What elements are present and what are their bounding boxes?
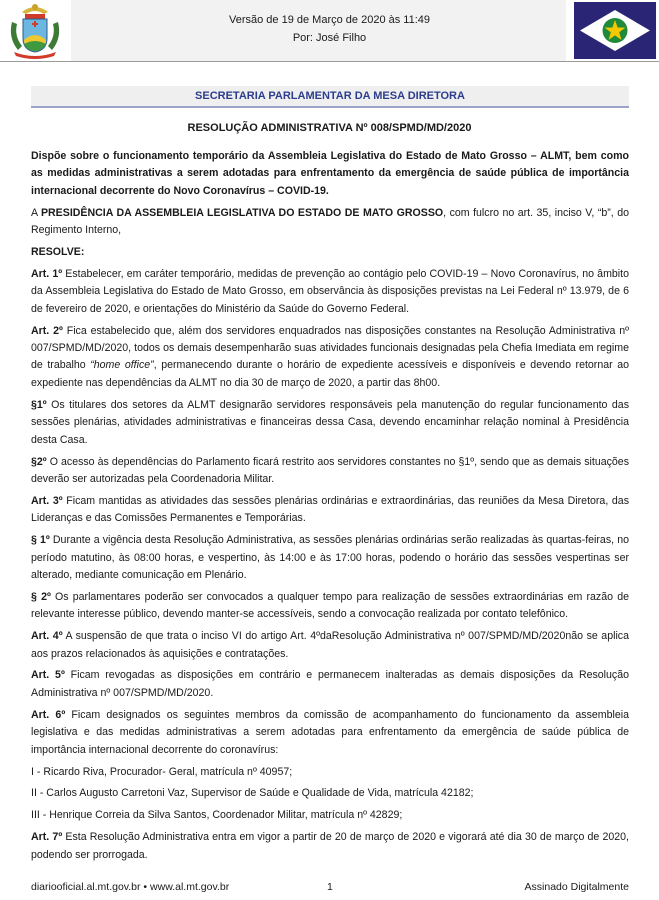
coat-of-arms [0,0,71,61]
document-body [31,148,629,869]
member-item: II - Carlos Augusto Carretoni Vaz, Supervisor de Saúde e Qualidade de Vida, matrícula 42182; [31,787,474,800]
page-number: 1 [327,881,333,893]
preamble: A PRESIDÊNCIA DA ASSEMBLEIA LEGISLATIVA DO ESTADO DE MATO GROSSO, com fulcro no art. 35, inciso V, “b”, do Regimento Interno, [31,206,629,237]
article-6: Art. 6º Ficam designados os seguintes membros da comissão de acompanhamento do funcionamento da assembleia legislativa e das medidas administrativas a serem adotadas para enfrentamento da emergência de saúde pública de importância internacional decorrente do coronavírus: [31,708,629,756]
ementa: Dispõe sobre o funcionamento temporário da Assembleia Legislativa do Estado de Mato Grosso – ALMT, bem como as medidas administrativas a serem adotadas para enfrentamento da emergência de saúde pública de importância internacional decorrente do Novo Coronavírus – COVID-19. [31,150,629,197]
article-7: Art. 7º Esta Resolução Administrativa entra em vigor a partir de 20 de março de 2020 e vigorará até dia 30 de março de 2020, podendo ser prorrogada. [31,831,630,861]
article-1: Art. 1º Estabelecer, em caráter temporário, medidas de prevenção ao contágio pelo COVID-19 – Novo Coronavírus, no âmbito da Assembleia Legislativa do Estado de Mato Grosso, em observância às disposições previstas na Lei Federal nº 13.979, de 6 de fevereiro de 2020, e orientações do Ministério da Saúde do Governo Federal. [31,267,629,315]
author-text: Por: José Filho [292,32,367,44]
member-item: I - Ricardo Riva, Procurador- Geral, matrícula nº 40957; [31,765,293,778]
state-flag [566,0,659,61]
article-3: Art. 3º Ficam mantidas as atividades das sessões plenárias ordinárias e extraordinárias, das reuniões da Mesa Diretora, das Lideranças e das Comissões Permanentes e Temporárias. [31,494,629,525]
article-5: Art. 5º Ficam revogadas as disposições em contrário e permanecem inalteradas as demais disposições da Resolução Administrativa nº 007/SPMD/MD/2020. [31,669,629,699]
preamble-authority: PRESIDÊNCIA DA ASSEMBLEIA LEGISLATIVA DO ESTADO DE MATO GROSSO [40,206,444,219]
mato-grosso-flag-icon [574,2,656,59]
signature-status: Assinado Digitalmente [524,881,629,893]
footer-sites: diariooficial.al.mt.gov.br • www.al.mt.gov.br [31,881,230,893]
article-2-paragraph-1: §1º Os titulares dos setores da ALMT designarão servidores responsáveis pela manutenção do regular funcionamento das sessões plenárias, atividades administrativas e financeiras dessa Casa, devendo encaminhar relação nominal à Presidência desta Casa. [31,398,629,446]
section-title-bar: SECRETARIA PARLAMENTAR DA MESA DIRETORA [31,86,629,108]
resolve-heading: RESOLVE: [31,246,85,259]
article-4: Art. 4º A suspensão de que trata o inciso VI do artigo Art. 4ºdaResolução Administrativa nº 007/SPMD/MD/2020não se aplica aos prazos relacionados às aquisições e contratações. [31,630,629,660]
member-item: III - Henrique Correia da Silva Santos, Coordenador Militar, matrícula nº 42829; [31,809,403,822]
coat-of-arms-icon [4,2,66,60]
resolution-title: RESOLUÇÃO ADMINISTRATIVA Nº 008/SPMD/MD/2020 [187,122,472,134]
article-3-paragraph-1: § 1º Durante a vigência desta Resolução Administrativa, as sessões plenárias ordinárias serão realizadas às quartas-feiras, no período matutino, às 08:00 horas, e vespertino, às 14:00 e às 17:00 horas, podendo o horário das sessões vespertinas ser alterado, mediante comunicação em Plenário. [31,534,629,581]
article-2: Art. 2º Fica estabelecido que, além dos servidores enquadrados nas disposições constantes na Resolução Administrativa nº 007/SPMD/MD/2020, todos os demais desempenharão suas atividades funcionais designadas pela Chefia Imediata em regime de trabalho “home office”, permanecendo durante o horário de expediente acessíveis e disponíveis e devendo retornar ao expediente nas dependências da ALMT no dia 30 de março de 2020, a partir das 8h00. [31,324,630,389]
article-2-paragraph-2: §2º O acesso às dependências do Parlamento ficará restrito aos servidores constantes no §1º, sendo que as demais situações deverão ser autorizadas pela Coordenadoria Militar. [31,455,629,485]
version-text: Versão de 19 de Março de 2020 às 11:49 [229,14,430,26]
article-3-paragraph-2: § 2º Os parlamentares poderão ser convocados a qualquer tempo para realização de sessões extraordinárias em razão de relevante interesse público, devendo manter-se accessíveis, sendo a convocação realizada por contato telefônico. [31,590,629,621]
page-header [0,0,659,62]
